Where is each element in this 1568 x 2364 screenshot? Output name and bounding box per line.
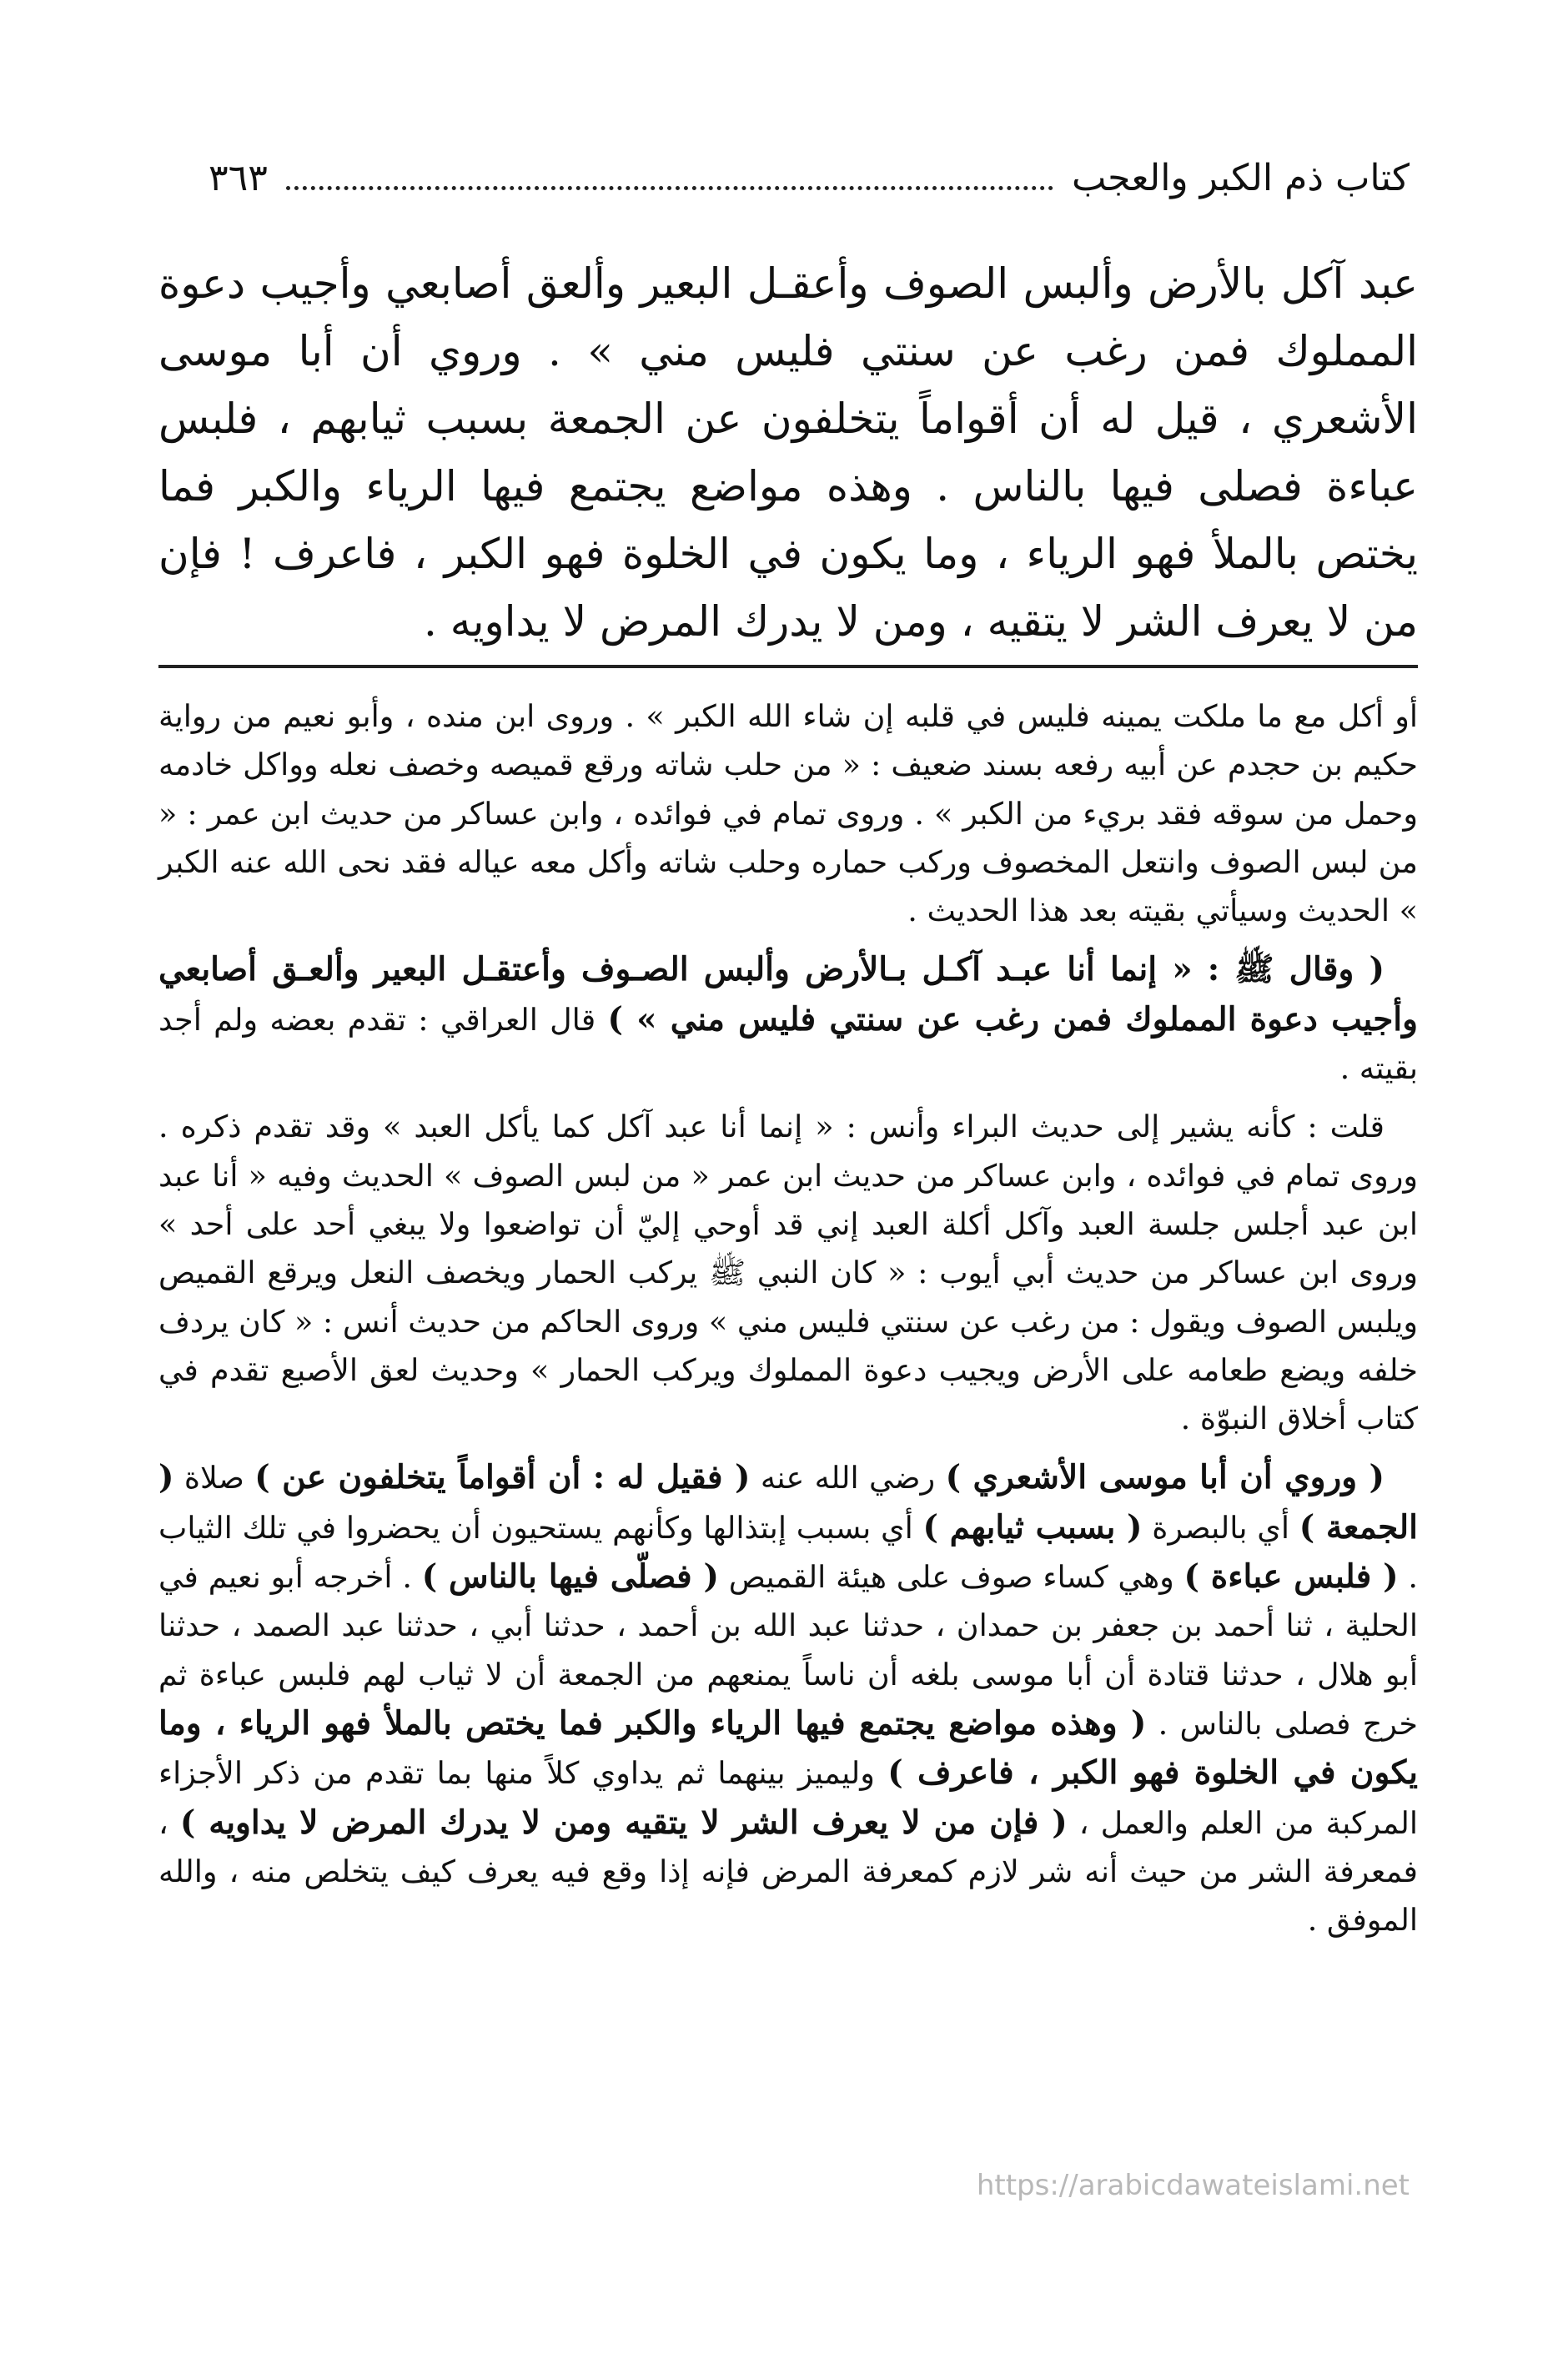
commentary-section	[158, 692, 1418, 1954]
quoted-text: ( فإن من لا يعرف الشر لا يتقيه ومن لا يدرك المرض لا يداويه )	[179, 1803, 1068, 1842]
commentary-text: صلاة	[173, 1460, 255, 1496]
page-number: ٣٦٣	[209, 156, 268, 199]
footnote-divider	[158, 665, 1418, 668]
quoted-text: ( الجمعة )	[158, 1458, 1419, 1547]
commentary-paragraph-2	[158, 945, 1418, 1093]
commentary-paragraph-4	[158, 1453, 1418, 1944]
commentary-text: أي بسبب إبتذالها وكأنهم يستحيون أن يحضروا في تلك الثياب .	[158, 1509, 1418, 1596]
commentary-text: أي بالبصرة	[1142, 1509, 1299, 1546]
running-header	[209, 148, 1410, 207]
commentary-paragraph-1: أو أكل مع ما ملكت يمينه فليس في قلبه إن شاء الله الكبر » . وروى ابن منده ، وأبو نعيم من رواية حكيم بن حجدم عن أبيه رفعه بسند ضعيف : « من حلب شاته ورقع قميصه وخصف نعله وواكل خادمه وحمل من سوقه فقد بريء من الكبر » . وروى تمام في فوائده ، وابن عساكر من حديث ابن عمر : « من لبس الصوف وانتعل المخصوف وركب حماره وحلب شاته وأكل معه عياله فقد نحى الله عنه الكبر » الحديث وسيأتي بقيته بعد هذا الحديث .	[158, 698, 1418, 929]
main-text: عبد آكل بالأرض وألبس الصوف وأعقـل البعير وألعق أصابعي وأجيب دعوة المملوك فمن رغب عن سنتي فليس مني » . وروي أن أبا موسى الأشعري ، قيل له أن أقواماً يتخلفون عن الجمعة بسبب ثيابهم ، فلبس عباءة فصلى فيها بالناس . وهذه مواضع يجتمع فيها الرياء والكبر فما يختص بالملأ فهو الرياء ، وما يكون في الخلوة فهو الكبر ، فاعرف ! فإن من لا يعرف الشر لا يتقيه ، ومن لا يدرك المرض لا يداويه .	[158, 259, 1419, 646]
commentary-paragraph-3: قلت : كأنه يشير إلى حديث البراء وأنس : « إنما أنا عبد آكل كما يأكل العبد » وقد تقدم ذكره . وروى تمام في فوائده ، وابن عساكر من حديث ابن عمر « من لبس الصوف » الحديث وفيه « أنا عبد ابن عبد أجلس جلسة العبد وآكل أكلة العبد إني قد أوحي إليّ أن تواضعوا ولا يبغي أحد على أحد » وروى ابن عساكر من حديث أبي أيوب : « كان النبي ﷺ يركب الحمار ويخصف النعل ويرقع القميص ويلبس الصوف ويقول : من رغب عن سنتي فليس مني » وروى الحاكم من حديث أنس : « كان يردف خلفه ويضع طعامه على الأرض ويجيب دعوة المملوك ويركب الحمار » وحديث لعق الأصبع تقدم في كتاب أخلاق النبوّة .	[158, 1109, 1418, 1437]
commentary-text: رضي الله عنه	[750, 1460, 946, 1496]
commentary-text: . أخرجه أبو نعيم في الحلية ، ثنا أحمد بن جعفر بن حمدان ، حدثنا عبد الله بن أحمد ، حدثنا أبي ، حدثنا عبد الصمد ، حدثنا أبو هلال ، حدثنا قتادة أن أبا موسى بلغه أن ناساً يمنعهم من الجمعة أن لا ثياب لهم فلبس عباءة ثم خرج فصلى بالناس .	[158, 1559, 1418, 1742]
quoted-text: ( وهذه مواضع يجتمع فيها الرياء والكبر فما يختص بالملأ فهو الرياء ، وما يكون في الخلوة فهو الكبر ، فاعرف )	[158, 1703, 1418, 1793]
header-dotted-leader	[286, 186, 1053, 190]
commentary-text: ، فمعرفة الشر من حيث أنه شر لازم كمعرفة المرض فإنه إذا وقع فيه يعرف كيف يتخلص منه ، والله الموفق .	[158, 1804, 1418, 1939]
quoted-text: ( فقيل له : أن أقواماً يتخلفون عن )	[254, 1458, 751, 1497]
watermark-url: https://arabicdawateislami.net	[976, 2169, 1410, 2202]
header-title: كتاب ذم الكبر والعجب	[1071, 156, 1410, 199]
quoted-text: ( فصلّى فيها بالناس )	[421, 1557, 719, 1597]
quoted-text: ( فلبس عباءة )	[1184, 1557, 1399, 1597]
commentary-text: قال العراقي : تقدم بعضه ولم أجد بقيته .	[158, 1001, 1418, 1087]
quoted-text: ( بسبب ثيابهم )	[922, 1507, 1143, 1547]
commentary-text: وهي كساء صوف على هيئة القميص	[718, 1559, 1184, 1596]
quoted-text: ( وقال ﷺ : « إنما أنا عبـد آكـل بـالأرض وألبس الصـوف وأعتقـل البعير وألعـق أصابعي وأجيب دعوة المملوك فمن رغب عن سنتي فليس مني » )	[158, 950, 1418, 1039]
quoted-text: ( وروي أن أبا موسى الأشعري )	[945, 1458, 1385, 1497]
commentary-text: وليميز بينهما ثم يداوي كلاً منها بما تقدم من ذكر الأجزاء المركبة من العلم والعمل ،	[158, 1755, 1418, 1841]
